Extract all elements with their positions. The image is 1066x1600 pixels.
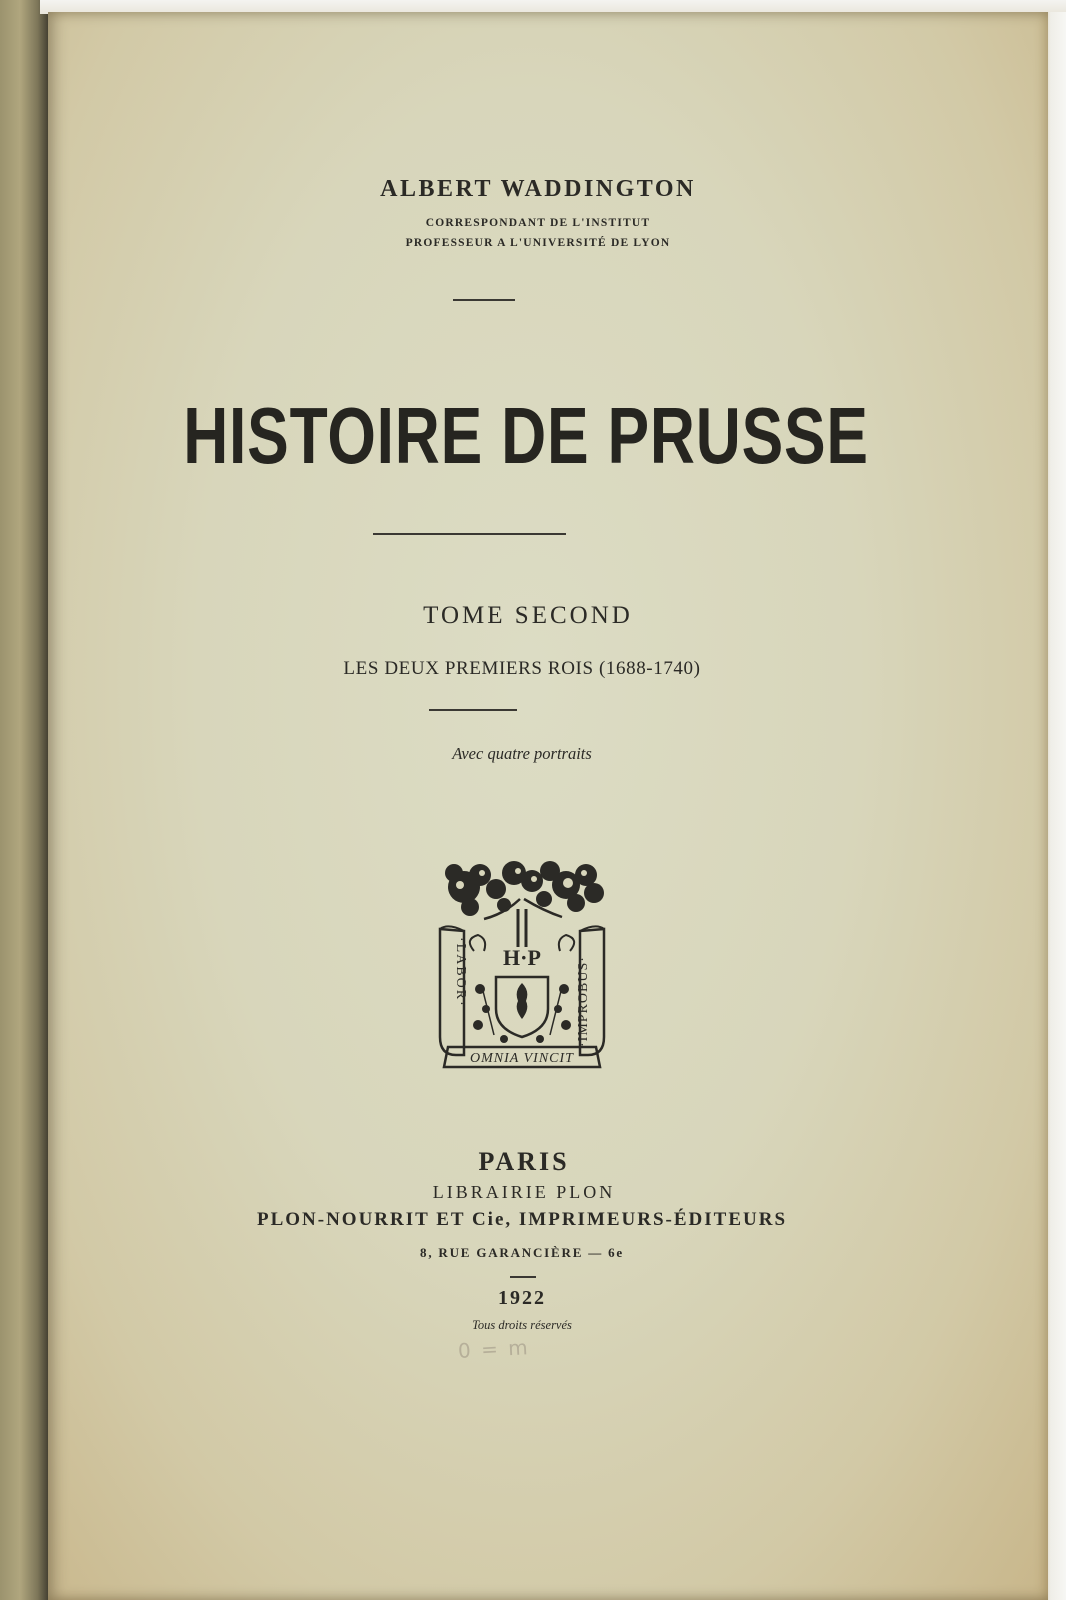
divider-rule [429, 709, 517, 711]
illustrations-note: Avec quatre portraits [452, 744, 592, 763]
divider-rule [453, 299, 515, 301]
divider-rule [373, 533, 566, 535]
publisher-address: 8, RUE GARANCIÈRE — 6e [420, 1245, 624, 1260]
publisher-name: LIBRAIRIE PLON [432, 1182, 616, 1202]
rights-notice: Tous droits réservés [472, 1318, 572, 1332]
printers-mark-left-banner: ·LABOR· [453, 937, 468, 1008]
divider-rule [510, 1276, 536, 1278]
publication-year: 1922 [498, 1287, 546, 1309]
printers-mark-bottom-banner: OMNIA VINCIT [470, 1051, 574, 1066]
volume-label: TOME SECOND [423, 602, 633, 629]
printer-publisher: PLON-NOURRIT ET Cie, IMPRIMEURS-ÉDITEURS [256, 1209, 788, 1230]
author-name: ALBERT WADDINGTON [380, 176, 696, 202]
printers-mark-monogram: H·P [503, 945, 541, 970]
publication-city: PARIS [478, 1147, 570, 1176]
author-affiliation-2: PROFESSEUR A L'UNIVERSITÉ DE LYON [405, 237, 671, 249]
volume-subtitle: LES DEUX PREMIERS ROIS (1688-1740) [343, 658, 701, 679]
title-page [48, 12, 1048, 1600]
author-affiliation-1: CORRESPONDANT DE L'INSTITUT [425, 217, 651, 229]
book-title: HISTOIRE DE PRUSSE [183, 391, 869, 480]
printers-mark-right-banner: ·IMPROBUS· [576, 956, 591, 1047]
printers-mark-tree-shield-icon [434, 859, 610, 1075]
pencil-annotation: 0 = m [457, 1335, 531, 1363]
